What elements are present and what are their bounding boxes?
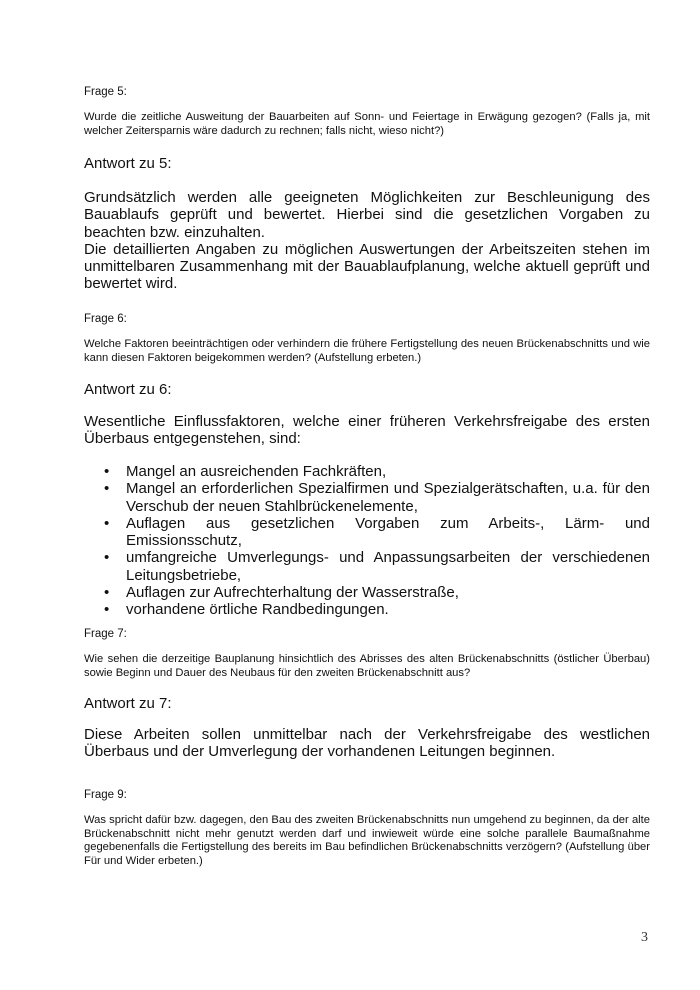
list-item: • Auflagen zur Aufrechterhaltung der Wasserstraße, (104, 584, 459, 602)
bullet-icon: • (104, 601, 110, 619)
antwort-5-paragraph-2: Die detaillierten Angaben zu möglichen Auswertungen der Arbeitszeiten stehen im unmittelbaren Zusammenhang mit der Bauablaufplanung, welche aktuell geprüft und bewertet wird. (84, 240, 650, 293)
list-item: • Mangel an erforderlichen Spezialfirmen und Spezialgerätschaften, u.a. für den Verschub der neuen Stahlbrückenelemente, (104, 480, 650, 515)
frage-6-text: Welche Faktoren beeinträchtigen oder verhindern die frühere Fertigstellung des neuen Brückenabschnitts und wie kann diesen Faktoren beigekommen werden? (Aufstellung erbeten.) (84, 338, 650, 364)
list-item: • umfangreiche Umverlegungs- und Anpassungsarbeiten der verschiedenen Leitungsbetriebe, (104, 549, 650, 584)
einflussfaktoren-list (84, 463, 650, 619)
bullet-icon: • (104, 584, 110, 602)
antwort-5-paragraph-1: Grundsätzlich werden alle geeigneten Möglichkeiten zur Beschleunigung des Bauablaufs geprüft und bewertet. Hierbei sind die gesetzlichen Vorgaben zu beachten bzw. einzuhalten. (84, 189, 650, 241)
list-item: • Mangel an ausreichenden Fachkräften, (104, 463, 387, 480)
frage-5-label: Frage 5: (84, 86, 127, 98)
bullet-icon: • (104, 463, 110, 480)
frage-7-label: Frage 7: (84, 628, 127, 640)
bullet-icon: • (104, 514, 110, 532)
antwort-7-text: Diese Arbeiten sollen unmittelbar nach der Verkehrsfreigabe des westlichen Überbaus und der Umverlegung der vorhandenen Leitungen beginnen. (84, 726, 650, 761)
antwort-5-label: Antwort zu 5: (84, 155, 172, 172)
bullet-icon: • (104, 480, 110, 498)
frage-9-label: Frage 9: (84, 789, 127, 801)
frage-5-text: Wurde die zeitliche Ausweitung der Bauarbeiten auf Sonn- und Feiertage in Erwägung gezogen? (Falls ja, mit welcher Zeitersparnis wäre dadurch zu rechnen; falls nicht, wieso nicht?) (84, 111, 650, 137)
frage-9-text: Was spricht dafür bzw. dagegen, den Bau des zweiten Brückenabschnitts nun umgehend zu beginnen, da der alte Brückenabschnitt nicht mehr genutzt werden darf und inwieweit würde eine solche parallele Baumaßnahme gegebenenfalls die Fertigstellung des bereits im Bau befindlichen Brückenabschnitts verzögern? (Aufstellung über Für und Wider erbeten.) (84, 814, 650, 867)
page-number: 3 (641, 930, 648, 945)
frage-6-label: Frage 6: (84, 313, 127, 325)
list-item: • Auflagen aus gesetzlichen Vorgaben zum Arbeits-, Lärm- und Emissionsschutz, (104, 514, 650, 550)
antwort-6-intro: Wesentliche Einflussfaktoren, welche einer früheren Verkehrsfreigabe des ersten Überbaus entgegenstehen, sind: (84, 413, 650, 448)
list-item: • vorhandene örtliche Randbedingungen. (104, 601, 389, 619)
antwort-7-label: Antwort zu 7: (84, 695, 172, 712)
frage-5-block (84, 85, 650, 99)
bullet-icon: • (104, 549, 110, 567)
frage-7-text: Wie sehen die derzeitige Bauplanung hinsichtlich des Abrisses des alten Brückenabschnitts (östlicher Überbau) sowie Beginn und Dauer des Neubaus für den zweiten Brückenabschnitt aus? (84, 653, 650, 679)
antwort-6-label: Antwort zu 6: (84, 381, 172, 398)
